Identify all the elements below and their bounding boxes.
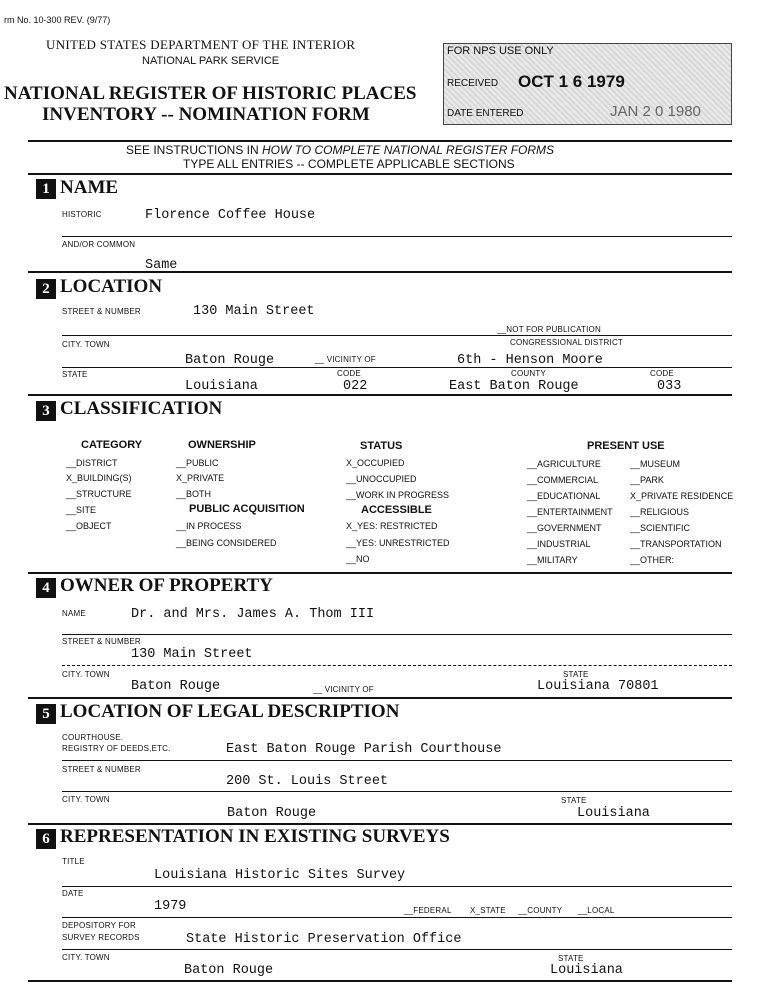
registry-label: REGISTRY OF DEEDS,ETC. [62,744,171,753]
use-option: __MUSEUM [630,459,681,469]
owner-state-label: STATE [563,670,589,679]
accessible-option: X_YES: RESTRICTED [346,521,438,531]
instructions-line2: TYPE ALL ENTRIES -- COMPLETE APPLICABLE SECTIONS [183,157,515,171]
congressional-value: 6th - Henson Moore [457,353,603,368]
present-use-header: PRESENT USE [587,440,665,452]
rule [62,791,732,792]
section-6-title: REPRESENTATION IN EXISTING SURVEYS [60,826,450,847]
county-value: East Baton Rouge [449,379,579,394]
rule [62,335,732,336]
section-6-number: 6 [36,829,56,849]
depository-label: DEPOSITORY FOR [62,921,136,930]
congressional-label: CONGRESSIONAL DISTRICT [510,338,624,347]
received-stamp: OCT 1 6 1979 [518,72,625,91]
rule [62,634,732,635]
rule [62,949,732,950]
legal-city-label: CITY. TOWN [62,795,110,804]
rule [62,886,732,887]
date-entered-label: DATE ENTERED [447,108,524,119]
section-2-title: LOCATION [60,276,163,297]
form-number: rm No. 10-300 REV. (9/77) [4,15,111,25]
use-option: __GOVERNMENT [527,523,602,533]
instructions-guide-title: HOW TO COMPLETE NATIONAL REGISTER FORMS [262,143,555,157]
common-name: Same [145,258,178,273]
category-option: __OBJECT [66,521,112,531]
category-option: __STRUCTURE [66,489,132,499]
state-code: 022 [343,379,368,394]
dep-state-label: STATE [558,954,584,963]
accessible-option: __NO [346,554,370,564]
legal-street-label: STREET & NUMBER [62,765,141,774]
county-label: COUNTY [511,369,546,378]
section-5-title: LOCATION OF LEGAL DESCRIPTION [60,701,400,722]
street-value: 130 Main Street [193,304,315,319]
owner-state: Louisiana 70801 [537,679,659,694]
rule [28,271,732,273]
vicinity-label: __ VICINITY OF [315,355,376,364]
section-4-number: 4 [36,578,56,598]
rule [62,760,732,761]
owner-street: 130 Main Street [131,647,253,662]
owner-name-label: NAME [62,609,86,618]
code-label: CODE [337,369,361,378]
owner-vicinity: __ VICINITY OF [313,685,374,694]
use-option: __ENTERTAINMENT [527,507,613,517]
ownership-option: __BOTH [176,489,212,499]
section-1-title: NAME [60,177,119,198]
rule [28,980,732,982]
legal-state-label: STATE [561,796,587,805]
survey-title-label: TITLE [62,857,85,866]
section-5-number: 5 [36,704,56,724]
service-name: NATIONAL PARK SERVICE [142,55,280,67]
legal-state: Louisiana [577,806,650,821]
courthouse-label: COURTHOUSE. [62,733,124,742]
acquisition-header: PUBLIC ACQUISITION [189,503,305,515]
rule [62,665,732,666]
rule [62,236,732,237]
status-option: __UNOCCUPIED [346,474,417,484]
category-header: CATEGORY [81,439,143,451]
rule [28,572,732,574]
use-option: X_PRIVATE RESIDENCE [630,491,734,501]
category-option: __DISTRICT [66,458,118,468]
status-option: X_OCCUPIED [346,458,405,468]
section-3-title: CLASSIFICATION [60,398,223,419]
dep-state: Louisiana [550,963,623,978]
instructions-line1 [126,143,554,157]
category-option: X_BUILDING(S) [66,473,132,483]
date-entered-stamp: JAN 2 0 1980 [610,103,701,120]
instructions-rule [28,173,732,175]
use-option: __MILITARY [527,555,578,565]
use-option: __INDUSTRIAL [527,539,591,549]
legal-street: 200 St. Louis Street [226,774,389,789]
not-for-publication: __NOT FOR PUBLICATION [497,325,601,334]
city-value: Baton Rouge [185,353,275,368]
use-option: __OTHER: [630,555,675,565]
dep-city: Baton Rouge [184,963,274,978]
section-2-number: 2 [36,279,56,299]
survey-date: 1979 [154,899,187,914]
status-header: STATUS [360,440,403,452]
street-label: STREET & NUMBER [62,307,141,316]
county-code-label: CODE [650,369,674,378]
use-option: __AGRICULTURE [527,459,601,469]
survey-records-label: SURVEY RECORDS [62,933,140,942]
form-title-line1: NATIONAL REGISTER OF HISTORIC PLACES [4,83,417,104]
ownership-header: OWNERSHIP [188,439,256,451]
use-option: __RELIGIOUS [630,507,690,517]
rule [28,823,732,825]
state-label: STATE [62,370,88,379]
section-3-number: 3 [36,401,56,421]
use-option: __PARK [630,475,664,485]
use-option: __EDUCATIONAL [527,491,601,501]
rule [28,394,732,396]
ownership-option: __PUBLIC [176,458,219,468]
accessible-header: ACCESSIBLE [361,504,432,516]
common-label: AND/OR COMMON [62,240,136,249]
accessible-option: __YES: UNRESTRICTED [346,538,450,548]
historic-name: Florence Coffee House [145,208,316,223]
use-option: __COMMERCIAL [527,475,599,485]
survey-date-label: DATE [62,889,84,898]
use-option: __SCIENTIFIC [630,523,691,533]
section-4-title: OWNER OF PROPERTY [60,575,273,596]
historic-label: HISTORIC [62,210,102,219]
received-label: RECEIVED [447,78,499,89]
local-option: __LOCAL [578,906,615,915]
survey-title: Louisiana Historic Sites Survey [154,868,406,883]
nps-use-label: FOR NPS USE ONLY [447,45,554,57]
dep-city-label: CITY. TOWN [62,953,110,962]
courthouse-value: East Baton Rouge Parish Courthouse [226,742,502,757]
section-1-number: 1 [36,179,56,199]
rule [28,697,732,699]
depository-value: State Historic Preservation Office [186,932,462,947]
header-rule [28,140,732,142]
owner-name: Dr. and Mrs. James A. Thom III [131,607,375,622]
use-option: __TRANSPORTATION [630,539,722,549]
county-option: __COUNTY [518,906,563,915]
form-title-line2: INVENTORY -- NOMINATION FORM [42,104,370,125]
city-label: CITY. TOWN [62,340,110,349]
state-option: X_STATE [470,906,506,915]
owner-street-label: STREET & NUMBER [62,637,141,646]
federal-option: __FEDERAL [404,906,452,915]
category-option: __SITE [66,505,97,515]
rule [62,367,732,368]
ownership-option: X_PRIVATE [176,473,225,483]
state-value: Louisiana [185,379,258,394]
acquisition-option: __BEING CONSIDERED [176,538,277,548]
status-option: __WORK IN PROGRESS [346,490,450,500]
owner-city: Baton Rouge [131,679,221,694]
rule [62,917,732,918]
acquisition-option: __IN PROCESS [176,521,242,531]
instructions-text: SEE INSTRUCTIONS IN [126,143,263,157]
owner-city-label: CITY. TOWN [62,670,110,679]
legal-city: Baton Rouge [227,806,317,821]
county-code: 033 [657,379,682,394]
department-name: UNITED STATES DEPARTMENT OF THE INTERIOR [46,37,356,52]
